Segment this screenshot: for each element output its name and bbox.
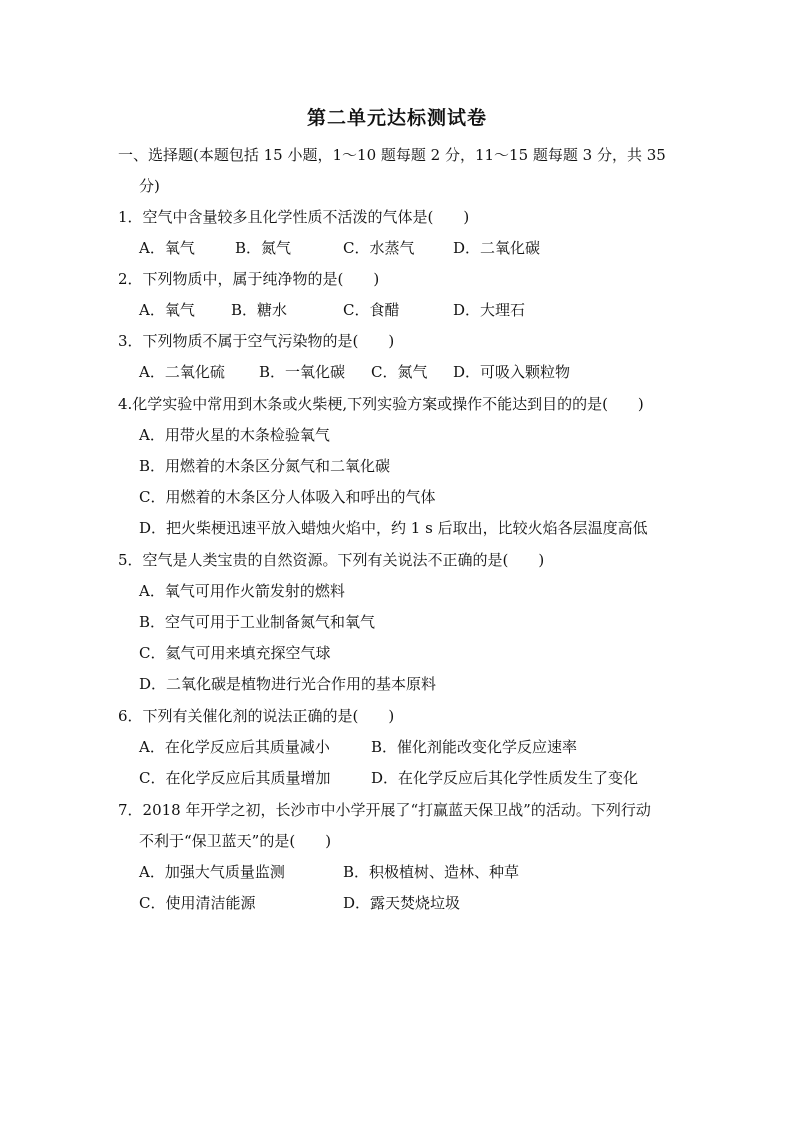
question-2-stem: 2．下列物质中，属于纯净物的是( )	[118, 270, 380, 288]
section-heading: 一、选择题(本题包括 15 小题，1～10 题每题 2 分，11～15 题每题 3 分，共 35	[118, 146, 666, 164]
question-4-option-a: A．用带火星的木条检验氧气	[139, 426, 330, 444]
question-5-option-a: A．氧气可用作火箭发射的燃料	[139, 582, 345, 600]
question-5-stem: 5．空气是人类宝贵的自然资源。下列有关说法不正确的是( )	[118, 551, 545, 569]
question-2-option-c: C．食醋	[343, 301, 400, 319]
question-7-option-d: D．露天焚烧垃圾	[343, 894, 461, 912]
question-1-option-a: A．氧气	[139, 239, 195, 257]
question-7-option-c: C．使用清洁能源	[139, 894, 256, 912]
question-5-option-c: C．氦气可用来填充探空气球	[139, 644, 331, 662]
question-3-stem: 3．下列物质不属于空气污染物的是( )	[118, 332, 395, 350]
question-4-option-c: C．用燃着的木条区分人体吸入和呼出的气体	[139, 488, 436, 506]
question-1-stem: 1．空气中含量较多且化学性质不活泼的气体是( )	[118, 208, 470, 226]
question-3-option-c: C．氮气	[371, 363, 428, 381]
question-1-option-d: D．二氧化碳	[453, 239, 541, 257]
question-4-option-d: D．把火柴梗迅速平放入蜡烛火焰中，约 1 s 后取出，比较火焰各层温度高低	[139, 519, 648, 537]
question-3-option-a: A．二氧化硫	[139, 363, 225, 381]
section-heading-continued: 分)	[139, 177, 160, 195]
page-title: 第二单元达标测试卷	[306, 107, 487, 129]
question-2-option-a: A．氧气	[139, 301, 195, 319]
question-6-option-b: B．催化剂能改变化学反应速率	[371, 738, 578, 756]
question-6-option-d: D．在化学反应后其化学性质发生了变化	[371, 769, 639, 787]
question-2-option-b: B．糖水	[231, 301, 288, 319]
question-2-option-d: D．大理石	[453, 301, 526, 319]
question-1-option-c: C．水蒸气	[343, 239, 415, 257]
question-7-stem-continued: 不利于“保卫蓝天”的是( )	[139, 832, 332, 850]
question-5-option-d: D．二氧化碳是植物进行光合作用的基本原料	[139, 675, 437, 693]
question-7-stem: 7．2018 年开学之初，长沙市中小学开展了“打赢蓝天保卫战”的活动。下列行动	[118, 801, 651, 819]
question-4-stem: 4.化学实验中常用到木条或火柴梗,下列实验方案或操作不能达到目的的是( )	[118, 395, 644, 413]
question-6-option-c: C．在化学反应后其质量增加	[139, 769, 331, 787]
question-1-option-b: B．氮气	[235, 239, 292, 257]
question-3-option-d: D．可吸入颗粒物	[453, 363, 571, 381]
question-6-option-a: A．在化学反应后其质量减小	[139, 738, 330, 756]
question-7-option-a: A．加强大气质量监测	[139, 863, 285, 881]
question-7-option-b: B．积极植树、造林、种草	[343, 863, 520, 881]
question-3-option-b: B．一氧化碳	[259, 363, 346, 381]
question-4-option-b: B．用燃着的木条区分氮气和二氧化碳	[139, 457, 391, 475]
question-5-option-b: B．空气可用于工业制备氮气和氧气	[139, 613, 376, 631]
question-6-stem: 6．下列有关催化剂的说法正确的是( )	[118, 707, 395, 725]
